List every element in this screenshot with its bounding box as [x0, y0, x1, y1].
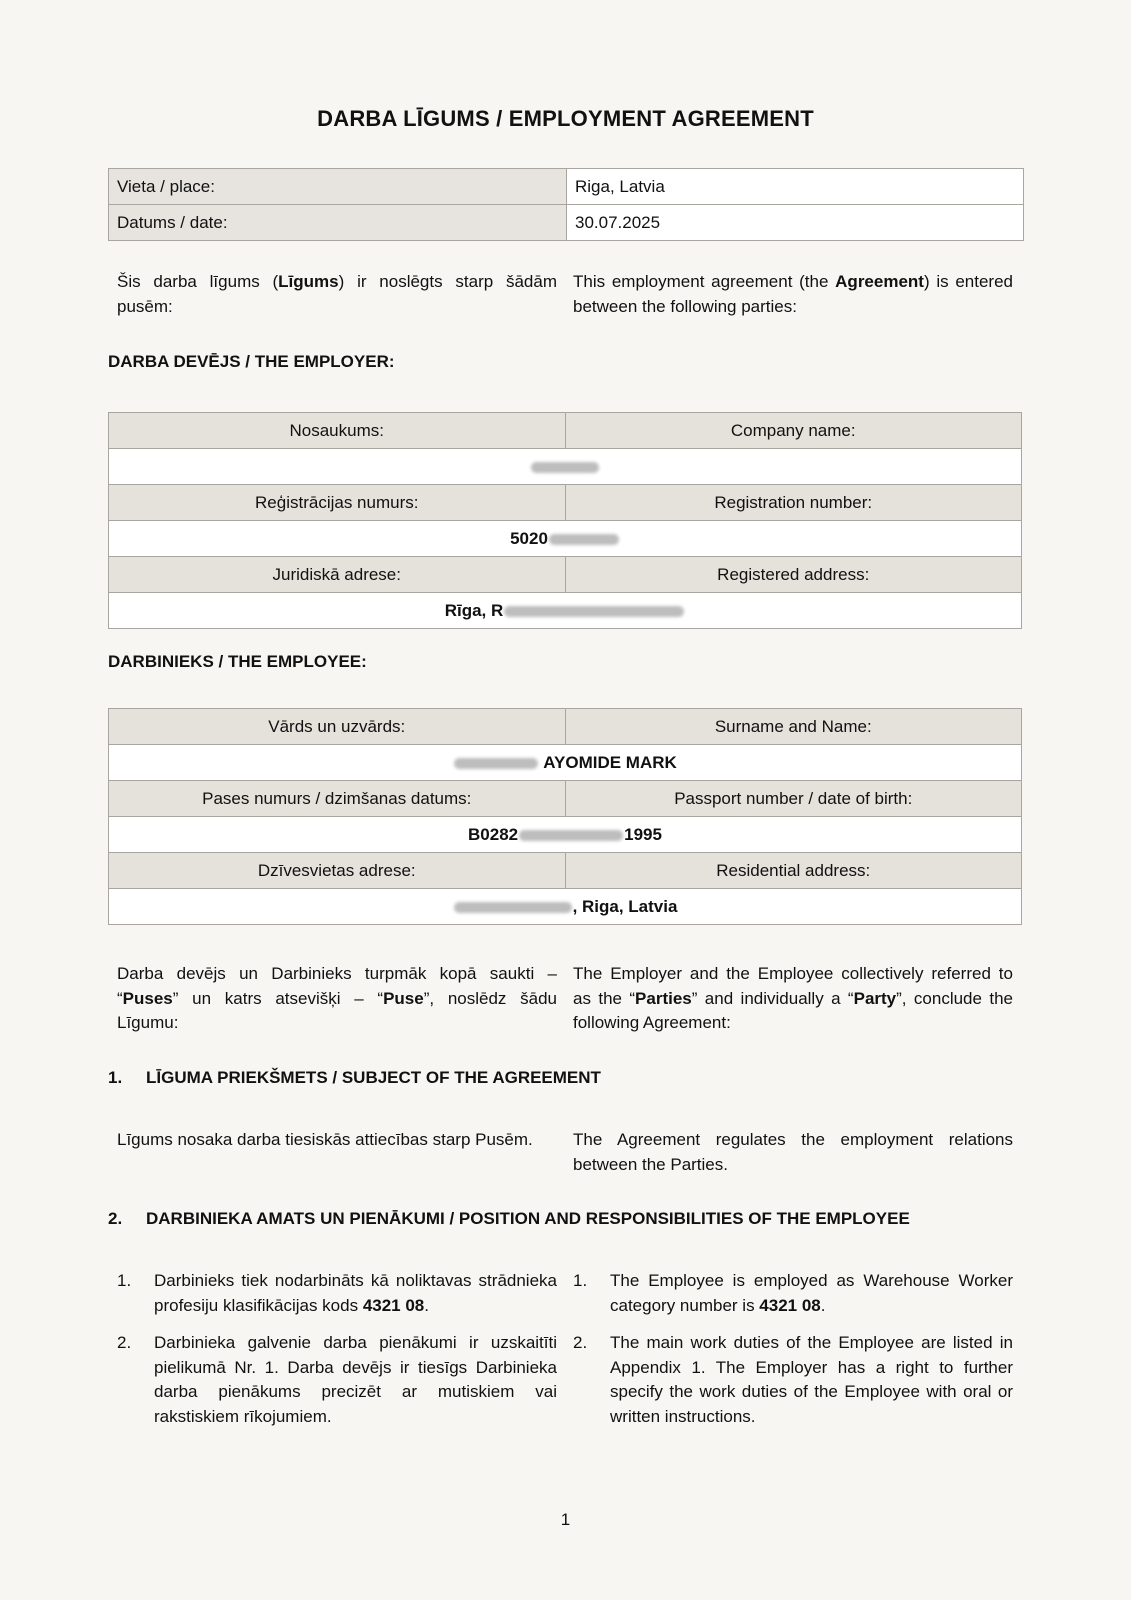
- employee-addr-label-en: Residential address:: [565, 853, 1022, 889]
- employee-heading: DARBINIEKS / THE EMPLOYEE:: [108, 652, 367, 671]
- section-1-lv: Līgums nosaka darba tiesiskās attiecības starp Pusēm.: [117, 1130, 533, 1149]
- document-title: DARBA LĪGUMS / EMPLOYMENT AGREEMENT: [317, 106, 814, 131]
- employer-reg-value: 5020: [109, 521, 1022, 557]
- employer-addr-value: Rīga, R: [109, 593, 1022, 629]
- redacted-passport: [519, 830, 623, 841]
- employer-table: [108, 412, 1022, 629]
- section-1-heading: 1. LĪGUMA PRIEKŠMETS / SUBJECT OF THE AGREEMENT: [108, 1068, 601, 1087]
- meta-table: [108, 168, 1024, 241]
- employer-name-label-en: Company name:: [565, 413, 1022, 449]
- place-label: Vieta / place:: [109, 169, 567, 205]
- redacted-company-name: [531, 462, 599, 473]
- employee-table: [108, 708, 1022, 925]
- date-label: Datums / date:: [109, 205, 567, 241]
- employer-addr-label-en: Registered address:: [565, 557, 1022, 593]
- employee-name-value: AYOMIDE MARK: [109, 745, 1022, 781]
- employee-passport-value: B0282 1995: [109, 817, 1022, 853]
- intro-en: This employment agreement (the Agreement) is entered between the following parties:: [573, 272, 1013, 316]
- employer-reg-label-en: Registration number:: [565, 485, 1022, 521]
- parties-en: The Employer and the Employee collectively referred to as the “Parties” and individually a “Party”, conclude the following Agreement:: [573, 964, 1013, 1032]
- intro-lv: Šis darba līgums (Līgums) ir noslēgts starp šādām pusēm:: [117, 272, 557, 316]
- employer-name-label-lv: Nosaukums:: [109, 413, 566, 449]
- redacted-reg-number: [549, 534, 619, 545]
- employee-passport-label-en: Passport number / date of birth:: [565, 781, 1022, 817]
- employee-addr-label-lv: Dzīvesvietas adrese:: [109, 853, 566, 889]
- employee-name-label-lv: Vārds un uzvārds:: [109, 709, 566, 745]
- section-1-en: The Agreement regulates the employment relations between the Parties.: [573, 1130, 1013, 1174]
- employee-name-label-en: Surname and Name:: [565, 709, 1022, 745]
- page-number: 1: [560, 1510, 571, 1529]
- employer-reg-label-lv: Reģistrācijas numurs:: [109, 485, 566, 521]
- section-2-heading: 2. DARBINIEKA AMATS UN PIENĀKUMI / POSITION AND RESPONSIBILITIES OF THE EMPLOYEE: [108, 1209, 910, 1228]
- employee-addr-value: , Riga, Latvia: [109, 889, 1022, 925]
- employer-name-value: [109, 449, 1022, 485]
- employer-addr-label-lv: Juridiskā adrese:: [109, 557, 566, 593]
- date-value: 30.07.2025: [567, 205, 1024, 241]
- redacted-residential-address: [454, 902, 572, 913]
- place-value: Riga, Latvia: [567, 169, 1024, 205]
- redacted-address: [504, 606, 684, 617]
- employer-heading: DARBA DEVĒJS / THE EMPLOYER:: [108, 352, 395, 371]
- employee-passport-label-lv: Pases numurs / dzimšanas datums:: [109, 781, 566, 817]
- parties-lv: Darba devējs un Darbinieks turpmāk kopā saukti – “Puses” un katrs atsevišķi – “Puse”, noslēdz šādu Līgumu:: [117, 964, 557, 1032]
- redacted-surname: [454, 758, 538, 769]
